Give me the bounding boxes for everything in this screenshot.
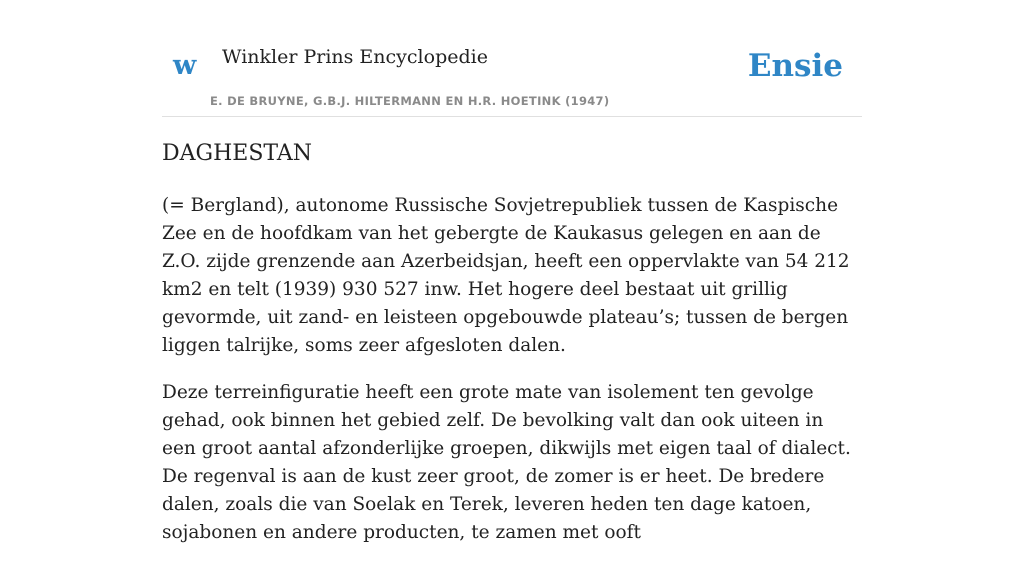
entry-title: DAGHESTAN: [162, 141, 313, 166]
encyclopedia-logo: w: [173, 50, 197, 81]
authors-line: E. DE BRUYNE, G.B.J. HILTERMANN EN H.R. HOETINK (1947): [210, 94, 610, 108]
article-paragraph: Deze terreinfiguratie heeft een grote mate van isolement ten gevolge gehad, ook binnen het gebied zelf. De bevolking valt dan ook uiteen in een groot aantal afzonderlijke groepen, dikwijls met eigen taal of dialect. De regenval is aan de kust zeer groot, de zomer is er heet. De bredere dalen, zoals die van Soelak en Terek, leveren heden ten dage katoen, sojabonen en andere producten, te zamen met ooft: [162, 382, 851, 543]
book-title: Winkler Prins Encyclopedie: [222, 46, 488, 68]
header: [162, 0, 862, 117]
article-paragraph: (= Bergland), autonome Russische Sovjetrepubliek tussen de Kaspische Zee en de hoofdkam van het gebergte de Kaukasus gelegen en aan de Z.O. zijde grenzende aan Azerbeidsjan, heeft een oppervlakte van 54 212 km2 en telt (1939) 930 527 inw. Het hogere deel bestaat uit grillig gevormde, uit zand- en leisteen opgebouwde plateau’s; tussen de bergen liggen talrijke, soms zeer afgesloten dalen.: [162, 195, 850, 356]
article-body: [162, 192, 862, 566]
ensie-brand-link[interactable]: Ensie: [747, 48, 843, 84]
